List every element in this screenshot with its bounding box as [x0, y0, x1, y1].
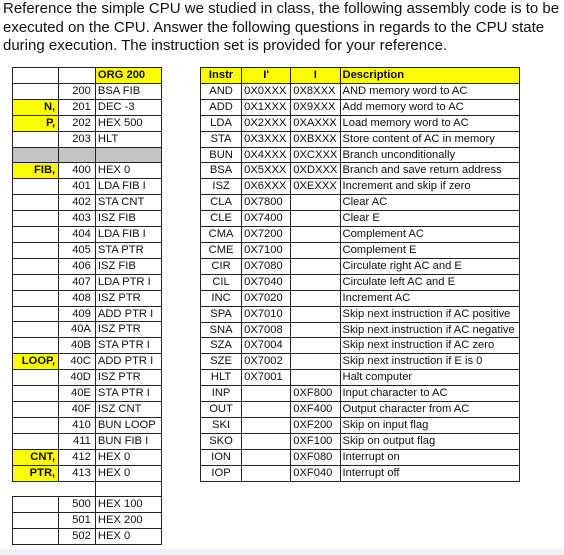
addr-cell: 40E: [59, 386, 96, 402]
isa-cell: 0X9XXX: [291, 99, 340, 115]
addr-cell: [59, 481, 96, 497]
isa-cell: 0X7400: [242, 211, 291, 227]
instr-cell: STA CNT: [95, 195, 161, 211]
isa-row: [201, 195, 520, 211]
isa-row: [201, 147, 520, 163]
isa-cell: Skip next instruction if E is 0: [340, 354, 520, 370]
addr-cell: 406: [59, 258, 96, 274]
isa-cell: 0X3XXX: [242, 131, 291, 147]
instr-cell: STA PTR: [95, 242, 161, 258]
isa-row: [201, 179, 520, 195]
instr-cell: ISZ FIB: [95, 258, 161, 274]
program-row: [13, 274, 162, 290]
isa-header-cell: Instr: [201, 68, 242, 84]
isa-cell: 0X6XXX: [242, 179, 291, 195]
addr-cell: 40D: [59, 370, 96, 386]
isa-cell: 0X7100: [242, 242, 291, 258]
isa-row: [201, 258, 520, 274]
isa-cell: [242, 433, 291, 449]
isa-cell: ION: [201, 449, 242, 465]
instr-cell: DEC -3: [95, 99, 161, 115]
isa-row: [201, 227, 520, 243]
instr-cell: ADD PTR I: [95, 306, 161, 322]
isa-cell: CME: [201, 242, 242, 258]
isa-cell: STA: [201, 131, 242, 147]
isa-cell: Increment and skip if zero: [340, 179, 520, 195]
label-cell: [13, 179, 59, 195]
intro-text: [3, 0, 559, 56]
label-cell: [13, 274, 59, 290]
isa-cell: 0X7080: [242, 258, 291, 274]
instr-cell: HEX 0: [95, 529, 161, 545]
isa-cell: Complement E: [340, 242, 520, 258]
isa-cell: SKO: [201, 433, 242, 449]
isa-cell: [291, 211, 340, 227]
instr-cell: ISZ PTR: [95, 290, 161, 306]
isa-cell: [242, 465, 291, 481]
label-cell: N,: [13, 99, 59, 115]
instr-cell: ISZ PTR: [95, 322, 161, 338]
isa-cell: ISZ: [201, 179, 242, 195]
addr-cell: 40C: [59, 354, 96, 370]
isa-cell: CIR: [201, 258, 242, 274]
isa-cell: Complement AC: [340, 227, 520, 243]
bottom-strip: [0, 549, 564, 555]
isa-cell: [291, 195, 340, 211]
isa-cell: 0X7010: [242, 306, 291, 322]
isa-row: [201, 131, 520, 147]
program-row: [13, 402, 162, 418]
addr-cell: 402: [59, 195, 96, 211]
isa-row: [201, 99, 520, 115]
isa-cell: [291, 322, 340, 338]
isa-cell: IOP: [201, 465, 242, 481]
label-cell: [13, 338, 59, 354]
instr-cell: ISZ PTR: [95, 370, 161, 386]
isa-cell: INC: [201, 290, 242, 306]
isa-cell: SPA: [201, 306, 242, 322]
isa-cell: Input character to AC: [340, 386, 520, 402]
instr-cell: ADD PTR I: [95, 354, 161, 370]
label-cell: [13, 481, 59, 497]
label-cell: [13, 370, 59, 386]
isa-cell: 0X1XXX: [242, 99, 291, 115]
addr-cell: 202: [59, 115, 96, 131]
isa-header-cell: I: [291, 68, 340, 84]
isa-cell: Store content of AC in memory: [340, 131, 520, 147]
isa-cell: 0X7002: [242, 354, 291, 370]
isa-cell: 0X7008: [242, 322, 291, 338]
isa-cell: Interrupt off: [340, 465, 520, 481]
program-row: [13, 290, 162, 306]
isa-cell: 0X7004: [242, 338, 291, 354]
isa-row: [201, 274, 520, 290]
isa-cell: 0X7800: [242, 195, 291, 211]
isa-cell: CLA: [201, 195, 242, 211]
label-cell: [13, 386, 59, 402]
isa-cell: 0XF800: [291, 386, 340, 402]
program-row: [13, 370, 162, 386]
addr-cell: 40B: [59, 338, 96, 354]
isa-cell: 0XDXXX: [291, 163, 340, 179]
program-row: [13, 227, 162, 243]
isa-cell: ADD: [201, 99, 242, 115]
isa-header-cell: I': [242, 68, 291, 84]
program-row: [13, 242, 162, 258]
isa-cell: 0XEXXX: [291, 179, 340, 195]
program-row: [13, 258, 162, 274]
addr-cell: 403: [59, 211, 96, 227]
isa-cell: 0X4XXX: [242, 147, 291, 163]
isa-row: [201, 338, 520, 354]
instr-cell: [95, 481, 161, 497]
label-cell: P,: [13, 115, 59, 131]
intro-line: Reference the simple CPU we studied in class, the following assembly code is to be: [3, 0, 560, 17]
program-row: [13, 417, 162, 433]
isa-cell: Skip on input flag: [340, 417, 520, 433]
instr-cell: BUN FIB I: [95, 433, 161, 449]
addr-cell: 40F: [59, 402, 96, 418]
program-row: [13, 497, 162, 513]
isa-cell: 0X5XXX: [242, 163, 291, 179]
instr-cell: BSA FIB: [95, 83, 161, 99]
addr-cell: 412: [59, 449, 96, 465]
isa-cell: [291, 258, 340, 274]
program-row: [13, 195, 162, 211]
instruction-set-table: [200, 67, 520, 482]
isa-row: [201, 449, 520, 465]
isa-cell: Interrupt on: [340, 449, 520, 465]
addr-cell: 200: [59, 83, 96, 99]
isa-row: [201, 433, 520, 449]
isa-cell: [291, 338, 340, 354]
isa-cell: 0X7020: [242, 290, 291, 306]
spacer-row: [13, 481, 162, 497]
isa-cell: [242, 402, 291, 418]
separator-row: [13, 147, 162, 163]
label-cell: [13, 529, 59, 545]
program-row: [13, 338, 162, 354]
isa-header-cell: Description: [340, 68, 520, 84]
instr-cell: [95, 147, 161, 163]
isa-cell: 0XAXXX: [291, 115, 340, 131]
program-row: [13, 322, 162, 338]
addr-cell: 411: [59, 433, 96, 449]
addr-cell: 203: [59, 131, 96, 147]
isa-cell: [291, 274, 340, 290]
isa-cell: 0X0XXX: [242, 83, 291, 99]
isa-cell: 0XF040: [291, 465, 340, 481]
label-cell: [13, 402, 59, 418]
label-cell: [13, 227, 59, 243]
isa-cell: SZA: [201, 338, 242, 354]
label-cell: PTR,: [13, 465, 59, 481]
label-cell: [13, 242, 59, 258]
program-row: [13, 115, 162, 131]
isa-cell: 0XCXXX: [291, 147, 340, 163]
program-row: [13, 83, 162, 99]
isa-cell: CLE: [201, 211, 242, 227]
isa-cell: 0XF100: [291, 433, 340, 449]
isa-cell: Add memory word to AC: [340, 99, 520, 115]
addr-cell: 408: [59, 290, 96, 306]
isa-header-row: [201, 68, 520, 84]
label-cell: [13, 497, 59, 513]
label-cell: FIB,: [13, 163, 59, 179]
label-cell: [13, 147, 59, 163]
isa-row: [201, 465, 520, 481]
instr-cell: HLT: [95, 131, 161, 147]
isa-row: [201, 115, 520, 131]
isa-cell: Skip on output flag: [340, 433, 520, 449]
addr-cell: [59, 68, 96, 84]
label-cell: [13, 83, 59, 99]
isa-cell: Circulate left AC and E: [340, 274, 520, 290]
program-row: [13, 465, 162, 481]
addr-cell: 501: [59, 513, 96, 529]
instr-cell: LDA FIB I: [95, 227, 161, 243]
isa-cell: Clear E: [340, 211, 520, 227]
isa-row: [201, 402, 520, 418]
instr-cell: ISZ CNT: [95, 402, 161, 418]
addr-cell: 400: [59, 163, 96, 179]
program-row: [13, 354, 162, 370]
label-cell: [13, 306, 59, 322]
program-row: [13, 513, 162, 529]
addr-cell: 500: [59, 497, 96, 513]
isa-cell: Circulate right AC and E: [340, 258, 520, 274]
program-row: [13, 211, 162, 227]
isa-cell: HLT: [201, 370, 242, 386]
instr-cell: ISZ FIB: [95, 211, 161, 227]
isa-cell: Halt computer: [340, 370, 520, 386]
isa-cell: 0X7001: [242, 370, 291, 386]
isa-cell: [291, 354, 340, 370]
label-cell: [13, 195, 59, 211]
program-row: [13, 433, 162, 449]
program-row: [13, 131, 162, 147]
instr-cell: LDA FIB I: [95, 179, 161, 195]
isa-cell: 0XF400: [291, 402, 340, 418]
isa-cell: 0X7040: [242, 274, 291, 290]
addr-cell: 413: [59, 465, 96, 481]
label-cell: CNT,: [13, 449, 59, 465]
instr-cell: HEX 0: [95, 465, 161, 481]
program-row: [13, 163, 162, 179]
isa-cell: SZE: [201, 354, 242, 370]
isa-row: [201, 306, 520, 322]
isa-cell: 0XF080: [291, 449, 340, 465]
isa-cell: 0X8XXX: [291, 83, 340, 99]
program-header-row: [13, 68, 162, 84]
isa-row: [201, 354, 520, 370]
isa-cell: Output character from AC: [340, 402, 520, 418]
isa-row: [201, 83, 520, 99]
isa-cell: LDA: [201, 115, 242, 131]
isa-cell: BSA: [201, 163, 242, 179]
program-table: [12, 67, 162, 545]
addr-cell: 405: [59, 242, 96, 258]
program-row: [13, 529, 162, 545]
isa-cell: [291, 242, 340, 258]
program-row: [13, 306, 162, 322]
isa-row: [201, 417, 520, 433]
isa-cell: OUT: [201, 402, 242, 418]
label-cell: [13, 68, 59, 84]
instr-cell: HEX 100: [95, 497, 161, 513]
instr-cell: HEX 500: [95, 115, 161, 131]
isa-cell: 0XBXXX: [291, 131, 340, 147]
addr-cell: 502: [59, 529, 96, 545]
instr-cell: STA PTR I: [95, 338, 161, 354]
label-cell: [13, 258, 59, 274]
org-header: ORG 200: [95, 68, 161, 84]
isa-row: [201, 163, 520, 179]
label-cell: [13, 417, 59, 433]
isa-cell: [291, 306, 340, 322]
instr-cell: STA PTR I: [95, 386, 161, 402]
addr-cell: 404: [59, 227, 96, 243]
isa-cell: Skip next instruction if AC positive: [340, 306, 520, 322]
intro-line: executed on the CPU. Answer the following questions in regards to the CPU state: [3, 18, 545, 36]
isa-row: [201, 290, 520, 306]
program-row: [13, 386, 162, 402]
isa-cell: 0X7200: [242, 227, 291, 243]
intro-line: during execution. The instruction set is provided for your reference.: [3, 37, 448, 54]
addr-cell: [59, 147, 96, 163]
instr-cell: HEX 200: [95, 513, 161, 529]
label-cell: [13, 322, 59, 338]
isa-cell: Branch unconditionally: [340, 147, 520, 163]
instr-cell: HEX 0: [95, 449, 161, 465]
addr-cell: 407: [59, 274, 96, 290]
isa-cell: [291, 370, 340, 386]
label-cell: [13, 290, 59, 306]
isa-cell: Skip next instruction if AC negative: [340, 322, 520, 338]
isa-cell: 0X2XXX: [242, 115, 291, 131]
isa-cell: CMA: [201, 227, 242, 243]
addr-cell: 40A: [59, 322, 96, 338]
isa-row: [201, 386, 520, 402]
isa-cell: 0XF200: [291, 417, 340, 433]
program-row: [13, 449, 162, 465]
isa-cell: AND memory word to AC: [340, 83, 520, 99]
isa-cell: SNA: [201, 322, 242, 338]
isa-cell: Load memory word to AC: [340, 115, 520, 131]
isa-cell: Skip next instruction if AC zero: [340, 338, 520, 354]
addr-cell: 410: [59, 417, 96, 433]
isa-cell: INP: [201, 386, 242, 402]
label-cell: [13, 433, 59, 449]
isa-cell: SKI: [201, 417, 242, 433]
isa-cell: Clear AC: [340, 195, 520, 211]
label-cell: [13, 131, 59, 147]
isa-row: [201, 242, 520, 258]
isa-cell: [242, 386, 291, 402]
isa-row: [201, 322, 520, 338]
addr-cell: 201: [59, 99, 96, 115]
addr-cell: 401: [59, 179, 96, 195]
isa-cell: Increment AC: [340, 290, 520, 306]
isa-cell: [291, 290, 340, 306]
program-row: [13, 179, 162, 195]
instr-cell: LDA PTR I: [95, 274, 161, 290]
isa-cell: BUN: [201, 147, 242, 163]
isa-row: [201, 211, 520, 227]
isa-row: [201, 370, 520, 386]
isa-cell: [291, 227, 340, 243]
label-cell: [13, 513, 59, 529]
instr-cell: BUN LOOP: [95, 417, 161, 433]
program-row: [13, 99, 162, 115]
label-cell: [13, 211, 59, 227]
instr-cell: HEX 0: [95, 163, 161, 179]
isa-cell: CIL: [201, 274, 242, 290]
label-cell: LOOP,: [13, 354, 59, 370]
isa-cell: [242, 417, 291, 433]
isa-cell: Branch and save return address: [340, 163, 520, 179]
addr-cell: 409: [59, 306, 96, 322]
isa-cell: AND: [201, 83, 242, 99]
isa-cell: [242, 449, 291, 465]
